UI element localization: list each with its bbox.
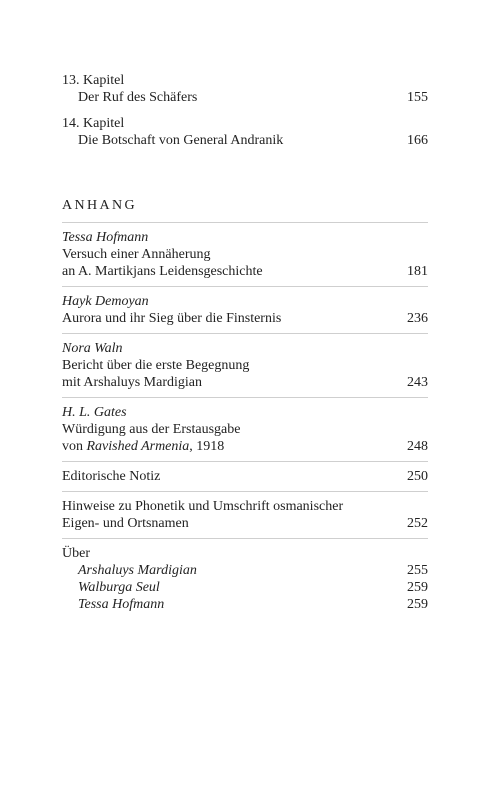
divider [62, 222, 428, 223]
appendix-heading: ANHANG [62, 198, 138, 213]
page-number: 181 [407, 264, 428, 279]
page-number: 259 [407, 580, 428, 595]
divider [62, 461, 428, 462]
about-label: Über [62, 546, 90, 561]
entry-title-prefix: von [62, 439, 87, 454]
entry-title-line1 [62, 468, 428, 485]
entry-title-text: Aurora und ihr Sieg über die Finsternis [62, 311, 282, 326]
entry-title-text: mit Arshaluys Mardigian [62, 375, 202, 390]
page-number: 166 [407, 133, 428, 148]
entry-title-line1: Bericht über die erste Begegnung [62, 358, 250, 373]
divider [62, 491, 428, 492]
page-number: 155 [407, 90, 428, 105]
about-person[interactable] [62, 562, 428, 579]
about-person[interactable] [62, 596, 428, 613]
toc-entry-appendix-2[interactable] [62, 293, 428, 327]
page-number: 250 [407, 469, 428, 484]
page-number: 248 [407, 439, 428, 454]
author-name: Hayk Demoyan [62, 294, 149, 309]
spacer [62, 106, 428, 115]
entry-title-line1: Würdigung aus der Erstausgabe [62, 422, 241, 437]
toc-entry-appendix-3[interactable] [62, 340, 428, 391]
chapter-title [62, 89, 428, 106]
entry-title-line1: Versuch einer Annäherung [62, 247, 211, 262]
toc-entry-appendix-6[interactable] [62, 498, 428, 532]
page-number: 252 [407, 516, 428, 531]
chapter-heading: 14. Kapitel [62, 116, 125, 131]
chapter-title [62, 132, 428, 149]
toc-entry-about [62, 545, 428, 613]
person-name: Walburga Seul [78, 580, 160, 595]
chapter-title-text: Der Ruf des Schäfers [78, 90, 198, 105]
toc-entry-appendix-4[interactable] [62, 404, 428, 455]
entry-title-line2 [62, 515, 428, 532]
author-name: Nora Waln [62, 341, 123, 356]
chapter-title-text: Die Botschaft von General Andranik [78, 133, 284, 148]
entry-title-line2 [62, 374, 428, 391]
entry-title-text: Eigen- und Ortsnamen [62, 516, 189, 531]
chapter-heading: 13. Kapitel [62, 73, 125, 88]
toc-entry-appendix-5[interactable] [62, 468, 428, 485]
entry-title-line2 [62, 263, 428, 280]
page-number: 243 [407, 375, 428, 390]
page-number: 236 [407, 311, 428, 326]
author-name: Tessa Hofmann [62, 230, 149, 245]
page-number: 259 [407, 597, 428, 612]
page-number: 255 [407, 563, 428, 578]
entry-title-suffix: , 1918 [189, 439, 225, 454]
book-title: Ravished Armenia [86, 439, 190, 454]
entry-title-text: Editorische Notiz [62, 469, 161, 484]
author-name: H. L. Gates [62, 405, 127, 420]
entry-title-line1: Hinweise zu Phonetik und Umschrift osmanischer [62, 499, 344, 514]
entry-title-text: an A. Martikjans Leidensgeschichte [62, 264, 263, 279]
toc-entry-chapter-13[interactable] [62, 72, 428, 106]
entry-title-line2 [62, 438, 428, 455]
person-name: Arshaluys Mardigian [78, 563, 197, 578]
divider [62, 538, 428, 539]
divider [62, 333, 428, 334]
entry-title-line1 [62, 310, 428, 327]
about-person[interactable] [62, 579, 428, 596]
table-of-contents [62, 72, 428, 613]
divider [62, 397, 428, 398]
divider [62, 286, 428, 287]
toc-entry-chapter-14[interactable] [62, 115, 428, 149]
person-name: Tessa Hofmann [78, 597, 165, 612]
toc-entry-appendix-1[interactable] [62, 229, 428, 280]
